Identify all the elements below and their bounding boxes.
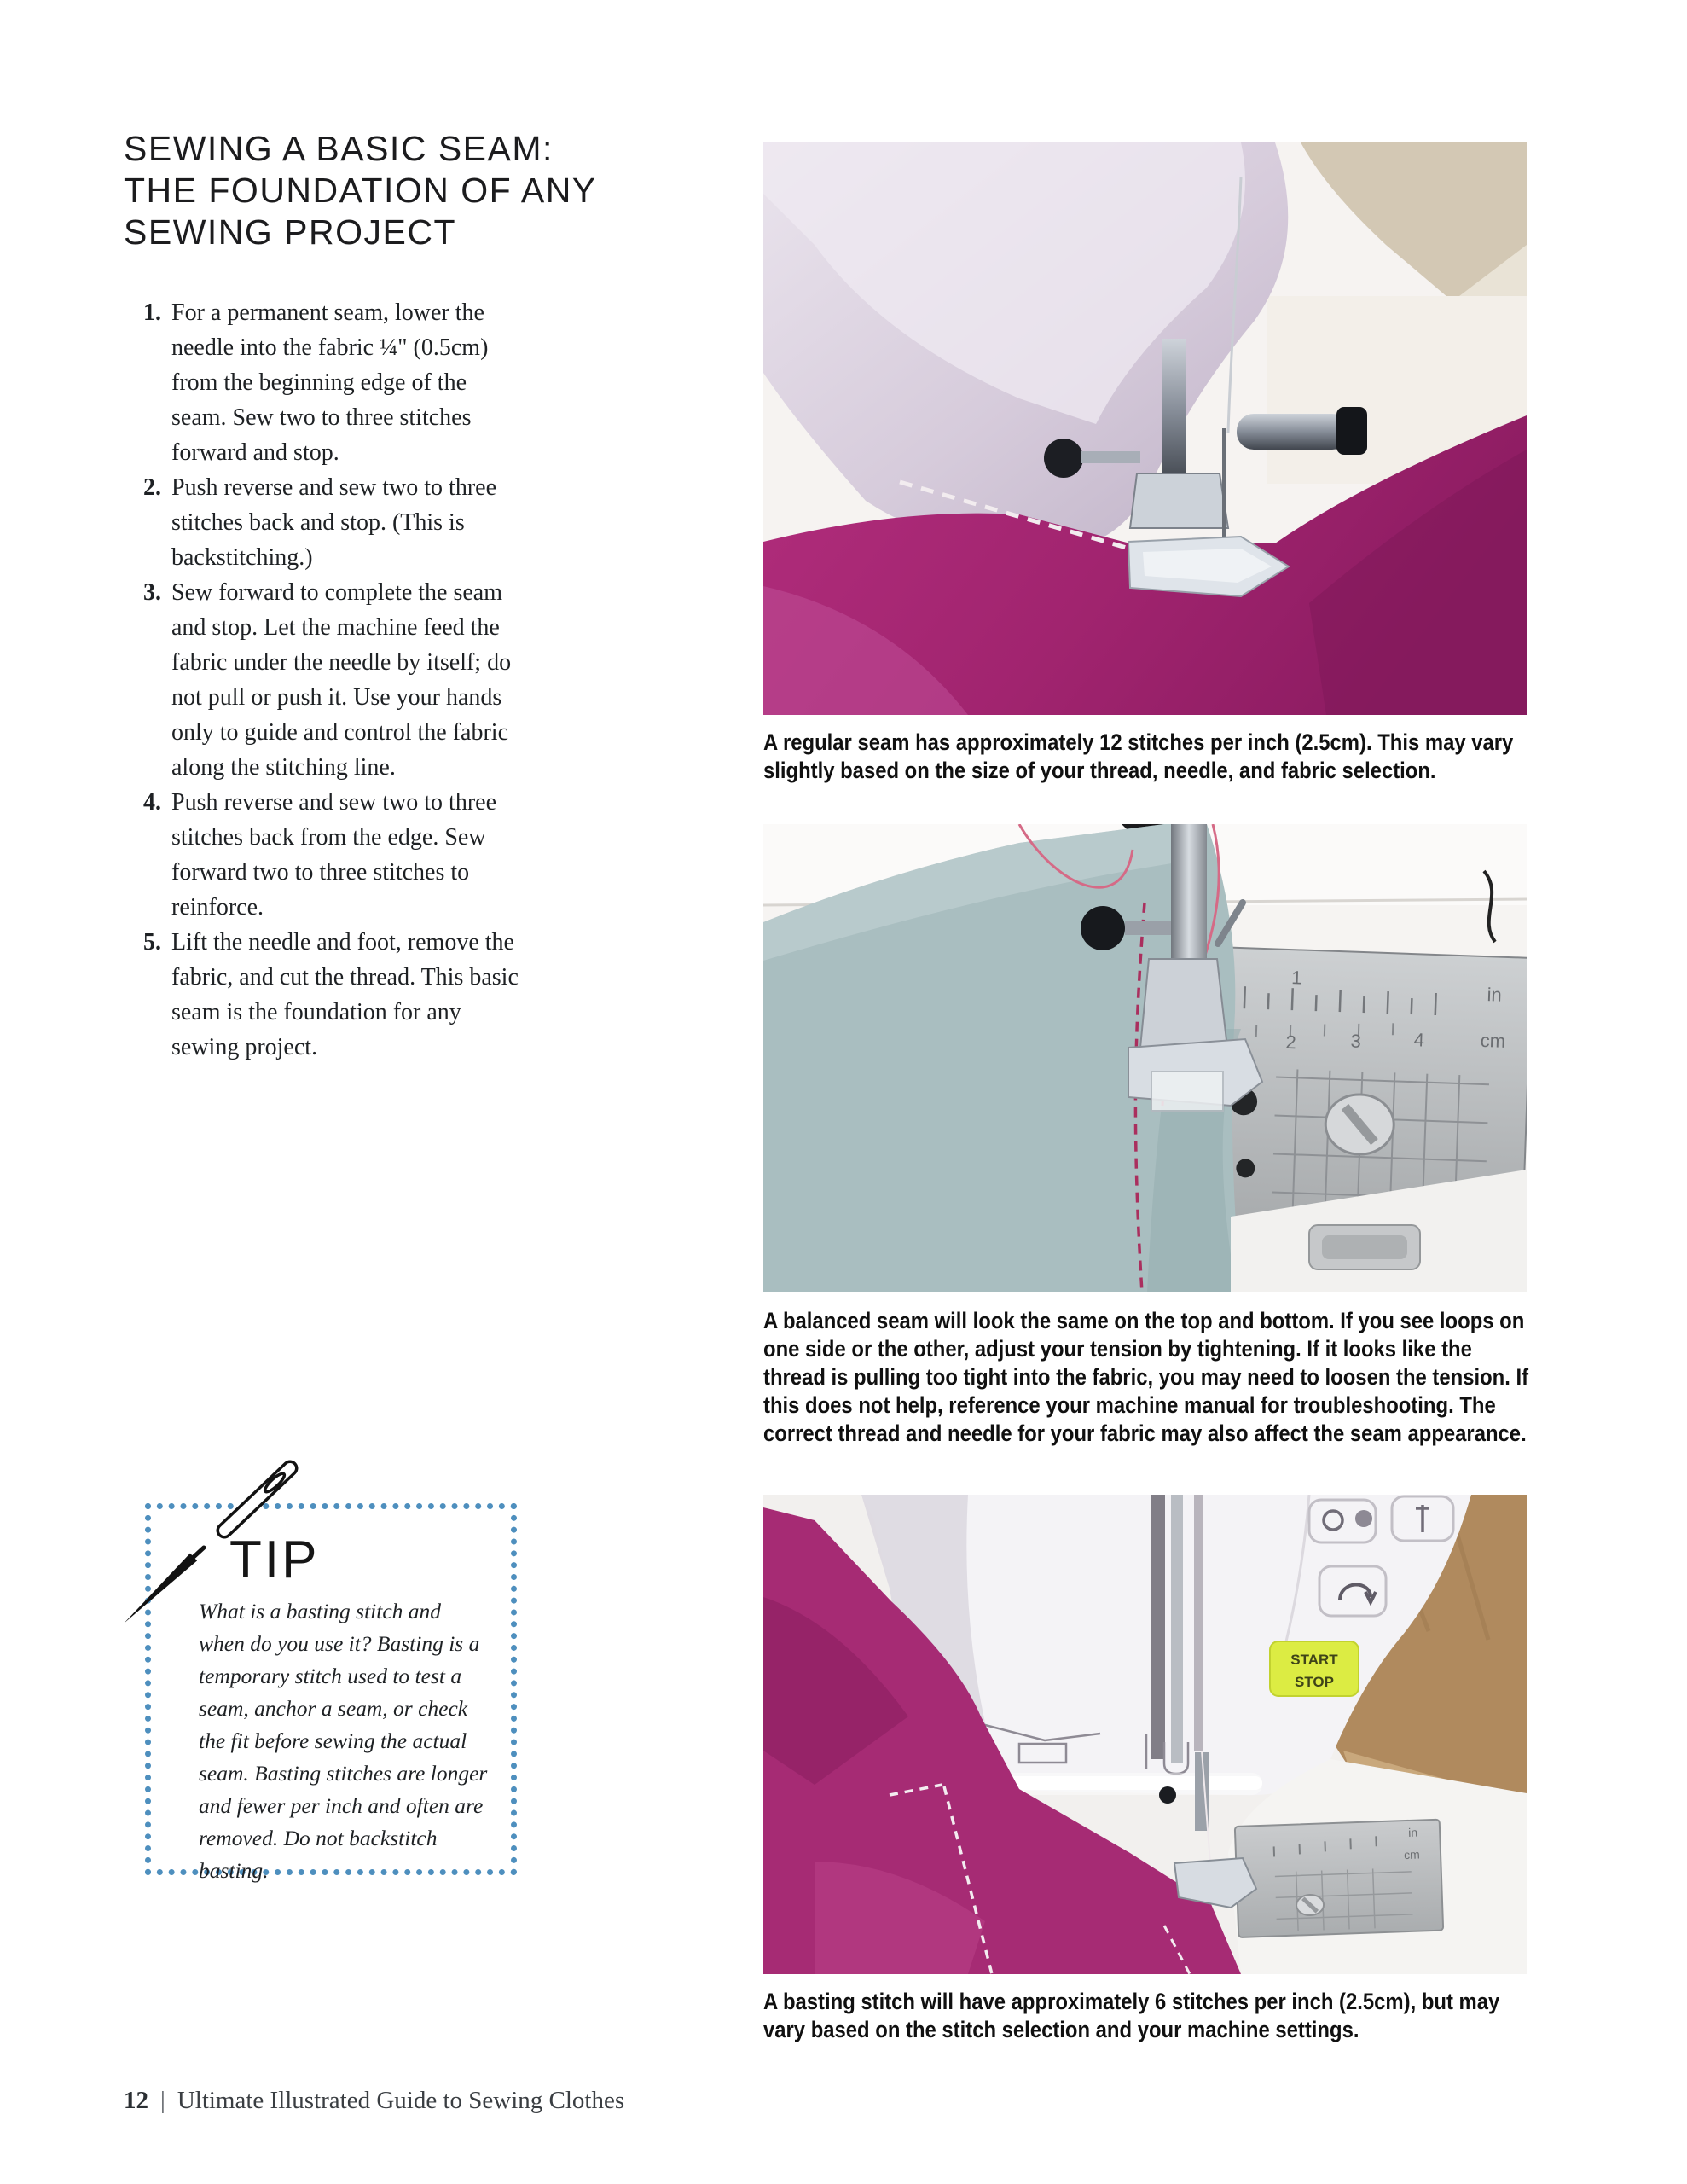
figure-balanced-seam-photo — [763, 824, 1527, 1292]
instruction-text: Lift the needle and foot, remove the fabric, and cut the thread. This basic seam is the foundation for any sewing project. — [171, 929, 519, 1060]
presser-bar — [1171, 824, 1207, 973]
instruction-item — [124, 575, 525, 785]
instruction-text: Push reverse and sew two to three stitches back and stop. (This is backstitching.) — [171, 474, 497, 571]
plate-label: 4 — [1413, 1029, 1425, 1051]
page-number: 12 — [124, 2087, 148, 2114]
page-title-line: SEWING A BASIC SEAM: — [124, 129, 554, 168]
start-label: START — [1290, 1652, 1338, 1668]
footer-separator: | — [160, 2087, 165, 2114]
figure-regular-seam-photo — [763, 142, 1527, 715]
book-title: Ultimate Illustrated Guide to Sewing Clothes — [177, 2087, 625, 2114]
tip-box — [145, 1503, 517, 1883]
needle-bar — [1171, 1495, 1183, 1763]
instruction-number: 2. — [143, 474, 161, 501]
instruction-item — [124, 295, 525, 470]
plate-label: 2 — [1285, 1031, 1297, 1054]
figure-caption: A regular seam has approximately 12 stitches per inch (2.5cm). This may vary slightly based on the size of your thread, needle, and fabric selection. — [763, 729, 1514, 783]
instruction-item — [124, 925, 525, 1065]
plate-label: in — [1407, 1825, 1418, 1839]
plate-label: cm — [1403, 1847, 1421, 1862]
plate-label: in — [1487, 984, 1503, 1006]
instruction-text: Sew forward to complete the seam and stop. Let the machine feed the fabric under the needle by itself; do not pull or push it. Use your hands only to guide and control the fabric along the stitching line. — [171, 579, 512, 781]
instruction-text: For a permanent seam, lower the needle into the fabric ¼" (0.5cm) from the beginning edge of the seam. Sew two to three stitches forward and stop. — [171, 299, 489, 466]
instruction-number: 4. — [143, 789, 161, 816]
stop-label: STOP — [1295, 1674, 1334, 1690]
needle-plate — [1235, 1820, 1443, 1937]
tip-text: What is a basting stitch and when do you use it? Basting is a temporary stitch used to test a seam, anchor a seam, or check the fit before sewing the actual seam. Basting stitches are longer and fewer per inch and often are removed. Do not backstitch basting. — [199, 1599, 488, 1883]
instruction-item — [124, 785, 525, 925]
figure-caption: A balanced seam will look the same on the top and bottom. If you see loops on one side or the other, adjust your tension by tightening. If it looks like the thread is pulling too tight into the fabric, you may need to loosen the tension. If this does not help, reference your machine manual for troubleshooting. The correct thread and needle for your fabric may also affect the seam appearance. — [763, 1308, 1529, 1446]
needle-bar — [1162, 339, 1186, 484]
page-title — [124, 128, 597, 253]
figure-basting-photo — [763, 1495, 1527, 1974]
page-title-line: SEWING PROJECT — [124, 212, 457, 252]
start-stop-button — [1270, 1641, 1359, 1696]
instruction-number: 1. — [143, 299, 161, 326]
instruction-text: Push reverse and sew two to three stitches back from the edge. Sew forward two to three stitches to reinforce. — [171, 789, 497, 921]
plate-label: 3 — [1350, 1030, 1362, 1052]
plate-label: cm — [1480, 1029, 1506, 1052]
instruction-number: 5. — [143, 929, 161, 956]
page-title-line: THE FOUNDATION OF ANY — [124, 171, 597, 210]
instruction-list — [124, 295, 525, 1065]
thumb-screw — [1159, 1786, 1176, 1804]
needle-icon — [115, 1456, 311, 1640]
instruction-number: 3. — [143, 579, 161, 606]
page-footer — [124, 2087, 624, 2115]
figure-caption: A basting stitch will have approximately 6 stitches per inch (2.5cm), but may vary based on the stitch selection and your machine settings. — [763, 1989, 1500, 2042]
instruction-item — [124, 470, 525, 575]
plate-label: 1 — [1290, 967, 1302, 989]
thumb-screw — [1044, 439, 1083, 478]
tip-label: TIP — [229, 1531, 320, 1589]
thumb-screw — [1081, 906, 1125, 950]
